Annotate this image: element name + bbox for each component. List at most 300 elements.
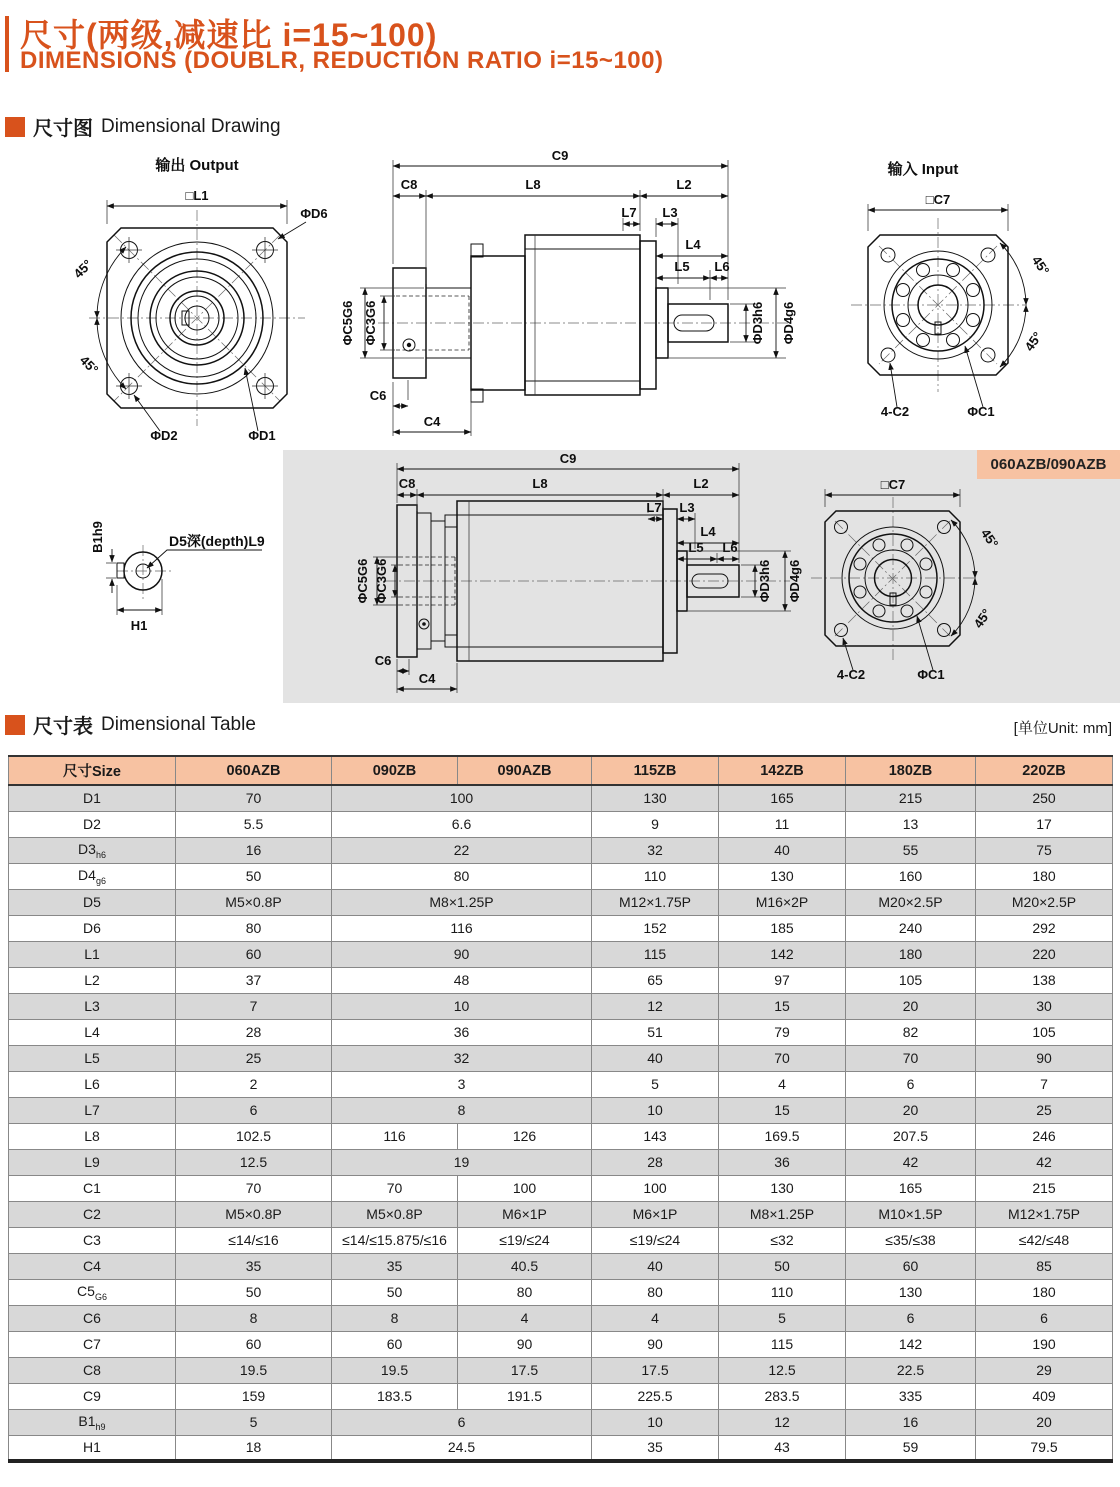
table-cell: 335 bbox=[846, 1383, 976, 1409]
dim-label-c4: C4 bbox=[418, 671, 436, 686]
table-cell: 35 bbox=[592, 1435, 719, 1461]
table-cell: 7 bbox=[176, 993, 332, 1019]
dim-label-d2: ΦD2 bbox=[150, 428, 178, 443]
table-row bbox=[9, 1435, 1113, 1461]
section-title-en: Dimensional Drawing bbox=[101, 115, 281, 137]
table-cell: 142 bbox=[719, 941, 846, 967]
table-cell: 24.5 bbox=[332, 1435, 592, 1461]
dim-label-l1: □L1 bbox=[185, 188, 209, 203]
table-cell: 16 bbox=[176, 837, 332, 863]
table-cell: 126 bbox=[458, 1123, 592, 1149]
table-cell: 51 bbox=[592, 1019, 719, 1045]
table-cell: 4 bbox=[592, 1305, 719, 1331]
table-cell: 17.5 bbox=[592, 1357, 719, 1383]
row-label: $D3_{h6}$ bbox=[9, 837, 176, 863]
table-cell: 42 bbox=[976, 1149, 1113, 1175]
table-cell: M5×0.8P bbox=[332, 1201, 458, 1227]
table-cell: M12×1.75P bbox=[592, 889, 719, 915]
dim-label-l3: L3 bbox=[679, 500, 695, 515]
table-cell: 292 bbox=[976, 915, 1113, 941]
table-cell: 90 bbox=[458, 1331, 592, 1357]
flange-centerlines bbox=[851, 218, 1025, 392]
table-row bbox=[9, 1149, 1113, 1175]
col-header-model: 090AZB bbox=[458, 756, 592, 785]
dim-c1 bbox=[917, 616, 945, 682]
dim-c7 bbox=[825, 477, 960, 507]
table-cell: M16×2P bbox=[719, 889, 846, 915]
dim-table-header-row bbox=[9, 756, 1113, 785]
dim-label-d5-depth: D5深(depth)L9 bbox=[169, 533, 265, 549]
row-label: C2 bbox=[9, 1201, 176, 1227]
table-cell: 32 bbox=[332, 1045, 592, 1071]
table-cell: 8 bbox=[332, 1305, 458, 1331]
table-cell: 40 bbox=[592, 1045, 719, 1071]
table-cell: 70 bbox=[176, 785, 332, 811]
row-label: L1 bbox=[9, 941, 176, 967]
dim-label-l7: L7 bbox=[621, 205, 637, 220]
table-cell: 100 bbox=[592, 1175, 719, 1201]
dim-h1 bbox=[117, 579, 162, 633]
table-cell: 40.5 bbox=[458, 1253, 592, 1279]
table-cell: 160 bbox=[846, 863, 976, 889]
dim-c8-l8-l2 bbox=[397, 476, 739, 495]
section-title-zh: 尺寸表 bbox=[33, 716, 93, 738]
table-cell: 100 bbox=[458, 1175, 592, 1201]
table-cell: 246 bbox=[976, 1123, 1113, 1149]
table-cell: 142 bbox=[846, 1331, 976, 1357]
table-cell: 15 bbox=[719, 1097, 846, 1123]
dim-4c2 bbox=[881, 363, 909, 419]
row-label: L6 bbox=[9, 1071, 176, 1097]
table-cell: 225.5 bbox=[592, 1383, 719, 1409]
table-cell: 40 bbox=[719, 837, 846, 863]
flange-centerlines bbox=[811, 497, 975, 660]
table-cell: 19.5 bbox=[176, 1357, 332, 1383]
dim-label-4c2: 4-C2 bbox=[880, 404, 910, 419]
table-cell: 143 bbox=[592, 1123, 719, 1149]
table-cell: 130 bbox=[719, 863, 846, 889]
table-cell: 152 bbox=[592, 915, 719, 941]
table-cell: 97 bbox=[719, 967, 846, 993]
dim-label-45-top: 45° bbox=[70, 256, 96, 282]
row-label: L2 bbox=[9, 967, 176, 993]
table-row bbox=[9, 1279, 1113, 1305]
table-cell: 65 bbox=[592, 967, 719, 993]
table-row bbox=[9, 1201, 1113, 1227]
table-cell: 70 bbox=[846, 1045, 976, 1071]
dim-label-l5: L5 bbox=[674, 259, 690, 274]
table-cell: M5×0.8P bbox=[176, 1201, 332, 1227]
dim-label-c6: C6 bbox=[369, 388, 387, 403]
dim-label-45-bottom: 45° bbox=[76, 352, 102, 378]
table-row bbox=[9, 785, 1113, 811]
table-row bbox=[9, 967, 1113, 993]
dim-label-45-top: 45° bbox=[977, 526, 1002, 551]
input-flange-view-alt bbox=[803, 477, 1113, 692]
col-header-model: 220ZB bbox=[976, 756, 1113, 785]
side-section-view-alt bbox=[355, 453, 815, 701]
dim-label-c7: □C7 bbox=[880, 477, 906, 492]
col-header-model: 090ZB bbox=[332, 756, 458, 785]
dim-l4-l5-l6 bbox=[656, 237, 730, 278]
input-flange-view bbox=[833, 150, 1120, 435]
table-cell: 7 bbox=[976, 1071, 1113, 1097]
section-bullet-icon bbox=[5, 117, 25, 137]
dim-d3h6-d4g6 bbox=[688, 551, 802, 611]
table-cell: 5 bbox=[176, 1409, 332, 1435]
dim-label-l6: L6 bbox=[714, 259, 730, 274]
table-cell: 55 bbox=[846, 837, 976, 863]
dimensional-table-container bbox=[8, 755, 1113, 1463]
table-row bbox=[9, 993, 1113, 1019]
table-row bbox=[9, 1097, 1113, 1123]
table-cell: M6×1P bbox=[592, 1201, 719, 1227]
output-flange-view bbox=[62, 148, 342, 443]
table-cell: 13 bbox=[846, 811, 976, 837]
table-cell: 100 bbox=[332, 785, 592, 811]
table-cell: 185 bbox=[719, 915, 846, 941]
table-row bbox=[9, 863, 1113, 889]
table-cell: 207.5 bbox=[846, 1123, 976, 1149]
table-cell: 409 bbox=[976, 1383, 1113, 1409]
dim-label-d3h6: ΦD3h6 bbox=[757, 559, 772, 603]
table-cell: M12×1.75P bbox=[976, 1201, 1113, 1227]
shaft-key-detail bbox=[62, 495, 302, 665]
table-row bbox=[9, 1409, 1113, 1435]
table-row bbox=[9, 915, 1113, 941]
dim-label-4c2: 4-C2 bbox=[836, 667, 866, 682]
table-cell: 17 bbox=[976, 811, 1113, 837]
table-cell: 12 bbox=[719, 1409, 846, 1435]
table-row bbox=[9, 1357, 1113, 1383]
table-cell: 79.5 bbox=[976, 1435, 1113, 1461]
page-title: 尺寸(两级,减速比 i=15~100) bbox=[20, 17, 438, 53]
row-label: L4 bbox=[9, 1019, 176, 1045]
table-cell: 50 bbox=[332, 1279, 458, 1305]
table-cell: 116 bbox=[332, 1123, 458, 1149]
row-label: D5 bbox=[9, 889, 176, 915]
table-cell: 105 bbox=[846, 967, 976, 993]
table-cell: 8 bbox=[176, 1305, 332, 1331]
table-cell: 159 bbox=[176, 1383, 332, 1409]
row-label: C3 bbox=[9, 1227, 176, 1253]
table-cell: 70 bbox=[176, 1175, 332, 1201]
table-cell: 12 bbox=[592, 993, 719, 1019]
table-cell: 110 bbox=[719, 1279, 846, 1305]
section-title-zh: 尺寸图 bbox=[33, 118, 93, 140]
table-cell: 6 bbox=[846, 1305, 976, 1331]
dim-c9 bbox=[397, 451, 739, 469]
table-cell: 35 bbox=[176, 1253, 332, 1279]
table-cell: M5×0.8P bbox=[176, 889, 332, 915]
table-cell: 10 bbox=[592, 1097, 719, 1123]
table-cell: 10 bbox=[592, 1409, 719, 1435]
table-cell: 2 bbox=[176, 1071, 332, 1097]
table-cell: 17.5 bbox=[458, 1357, 592, 1383]
dim-label-c5g6: ΦC5G6 bbox=[340, 300, 355, 346]
table-row bbox=[9, 1383, 1113, 1409]
table-cell: 3 bbox=[332, 1071, 592, 1097]
table-cell: 138 bbox=[976, 967, 1113, 993]
row-label: H1 bbox=[9, 1435, 176, 1461]
col-header-model: 180ZB bbox=[846, 756, 976, 785]
table-row bbox=[9, 1253, 1113, 1279]
drawing-section-header bbox=[5, 112, 281, 141]
table-cell: 75 bbox=[976, 837, 1113, 863]
dim-label-h1: H1 bbox=[130, 618, 148, 633]
table-cell: 35 bbox=[332, 1253, 458, 1279]
table-cell: 30 bbox=[976, 993, 1113, 1019]
table-cell: 130 bbox=[719, 1175, 846, 1201]
section-bullet-icon bbox=[5, 715, 25, 735]
table-cell: 180 bbox=[846, 941, 976, 967]
table-cell: ≤14/≤16 bbox=[176, 1227, 332, 1253]
dim-c6-c4 bbox=[370, 380, 471, 436]
table-cell: 105 bbox=[976, 1019, 1113, 1045]
table-row bbox=[9, 1019, 1113, 1045]
table-cell: 80 bbox=[332, 863, 592, 889]
table-cell: 60 bbox=[846, 1253, 976, 1279]
table-cell: 190 bbox=[976, 1331, 1113, 1357]
table-row bbox=[9, 1123, 1113, 1149]
table-cell: 28 bbox=[176, 1019, 332, 1045]
row-label: $C5_{G6}$ bbox=[9, 1279, 176, 1305]
table-cell: 183.5 bbox=[332, 1383, 458, 1409]
row-label: C6 bbox=[9, 1305, 176, 1331]
row-label: L5 bbox=[9, 1045, 176, 1071]
table-row bbox=[9, 1305, 1113, 1331]
dim-label-l3: L3 bbox=[662, 205, 678, 220]
table-cell: 79 bbox=[719, 1019, 846, 1045]
table-row bbox=[9, 1331, 1113, 1357]
table-cell: 165 bbox=[846, 1175, 976, 1201]
table-cell: 240 bbox=[846, 915, 976, 941]
output-view-title: 输出 Output bbox=[155, 157, 239, 174]
table-row bbox=[9, 837, 1113, 863]
table-cell: 59 bbox=[846, 1435, 976, 1461]
dim-label-l8: L8 bbox=[532, 476, 548, 491]
table-cell: 82 bbox=[846, 1019, 976, 1045]
table-cell: 130 bbox=[846, 1279, 976, 1305]
table-cell: 80 bbox=[458, 1279, 592, 1305]
unit-note: [单位Unit: mm] bbox=[1013, 720, 1112, 737]
row-label: L9 bbox=[9, 1149, 176, 1175]
col-header-model: 115ZB bbox=[592, 756, 719, 785]
row-label: L7 bbox=[9, 1097, 176, 1123]
table-cell: 50 bbox=[176, 1279, 332, 1305]
table-cell: M10×1.5P bbox=[846, 1201, 976, 1227]
dim-label-l7: L7 bbox=[646, 500, 662, 515]
row-label: C7 bbox=[9, 1331, 176, 1357]
table-cell: 6 bbox=[332, 1409, 592, 1435]
table-cell: 90 bbox=[976, 1045, 1113, 1071]
dim-label-c3g6: ΦC3G6 bbox=[374, 558, 389, 604]
table-cell: 70 bbox=[332, 1175, 458, 1201]
table-cell: ≤42/≤48 bbox=[976, 1227, 1113, 1253]
dim-label-c9: C9 bbox=[559, 451, 577, 466]
dim-label-d6: ΦD6 bbox=[300, 206, 328, 221]
table-cell: 15 bbox=[719, 993, 846, 1019]
table-cell: 28 bbox=[592, 1149, 719, 1175]
section-title-en: Dimensional Table bbox=[101, 713, 256, 735]
dim-label-c8: C8 bbox=[400, 177, 418, 192]
table-cell: 60 bbox=[176, 1331, 332, 1357]
dim-table bbox=[8, 755, 1113, 1463]
col-header-model: 060AZB bbox=[176, 756, 332, 785]
table-cell: 50 bbox=[176, 863, 332, 889]
row-label: D6 bbox=[9, 915, 176, 941]
dim-label-d3h6: ΦD3h6 bbox=[750, 301, 765, 345]
table-row bbox=[9, 811, 1113, 837]
dim-b1h9 bbox=[90, 521, 116, 593]
dim-d6 bbox=[278, 206, 328, 239]
dim-label-d1: ΦD1 bbox=[248, 428, 276, 443]
table-cell: 36 bbox=[332, 1019, 592, 1045]
table-cell: 18 bbox=[176, 1435, 332, 1461]
row-label: C8 bbox=[9, 1357, 176, 1383]
table-cell: 165 bbox=[719, 785, 846, 811]
dim-label-d4g6: ΦD4g6 bbox=[781, 301, 796, 345]
table-cell: 8 bbox=[332, 1097, 592, 1123]
table-cell: ≤14/≤15.875/≤16 bbox=[332, 1227, 458, 1253]
dim-label-l2: L2 bbox=[693, 476, 709, 491]
table-cell: 169.5 bbox=[719, 1123, 846, 1149]
table-cell: 25 bbox=[176, 1045, 332, 1071]
table-cell: ≤19/≤24 bbox=[592, 1227, 719, 1253]
dim-label-l4: L4 bbox=[700, 524, 716, 539]
dim-label-l8: L8 bbox=[525, 177, 541, 192]
dim-label-c4: C4 bbox=[423, 414, 441, 429]
table-cell: 43 bbox=[719, 1435, 846, 1461]
table-cell: 32 bbox=[592, 837, 719, 863]
table-cell: 250 bbox=[976, 785, 1113, 811]
dim-label-l5: L5 bbox=[688, 540, 704, 555]
table-cell: 42 bbox=[846, 1149, 976, 1175]
table-row bbox=[9, 1045, 1113, 1071]
dim-label-c9: C9 bbox=[551, 148, 569, 163]
col-header-model: 142ZB bbox=[719, 756, 846, 785]
table-cell: 85 bbox=[976, 1253, 1113, 1279]
page-subtitle: DIMENSIONS (DOUBLR, REDUCTION RATIO i=15~100) bbox=[20, 47, 664, 74]
table-cell: 180 bbox=[976, 1279, 1113, 1305]
table-cell: 37 bbox=[176, 967, 332, 993]
table-cell: M8×1.25P bbox=[332, 889, 592, 915]
dim-label-l6: L6 bbox=[722, 540, 738, 555]
table-cell: 40 bbox=[592, 1253, 719, 1279]
table-cell: M20×2.5P bbox=[846, 889, 976, 915]
dim-c8-l8-l2 bbox=[393, 177, 728, 196]
table-cell: 220 bbox=[976, 941, 1113, 967]
table-cell: 6 bbox=[976, 1305, 1113, 1331]
table-cell: 22 bbox=[332, 837, 592, 863]
dim-label-d4g6: ΦD4g6 bbox=[787, 559, 802, 603]
dim-label-c7: □C7 bbox=[925, 192, 951, 207]
table-cell: 80 bbox=[176, 915, 332, 941]
table-cell: 116 bbox=[332, 915, 592, 941]
table-cell: 19.5 bbox=[332, 1357, 458, 1383]
table-cell: 5 bbox=[719, 1305, 846, 1331]
dim-label-c1: ΦC1 bbox=[967, 404, 995, 419]
dim-l7-l3 bbox=[621, 205, 678, 224]
table-cell: 11 bbox=[719, 811, 846, 837]
row-label: L3 bbox=[9, 993, 176, 1019]
table-cell: 12.5 bbox=[176, 1149, 332, 1175]
table-cell: 36 bbox=[719, 1149, 846, 1175]
table-cell: 5 bbox=[592, 1071, 719, 1097]
dim-label-l4: L4 bbox=[685, 237, 701, 252]
table-cell: 283.5 bbox=[719, 1383, 846, 1409]
table-cell: 6 bbox=[176, 1097, 332, 1123]
dim-4c2 bbox=[837, 638, 865, 682]
table-row bbox=[9, 1227, 1113, 1253]
table-cell: 215 bbox=[976, 1175, 1113, 1201]
table-cell: 20 bbox=[976, 1409, 1113, 1435]
table-cell: M8×1.25P bbox=[719, 1201, 846, 1227]
dim-label-45-bottom: 45° bbox=[970, 606, 995, 631]
dim-d5-depth bbox=[147, 533, 265, 568]
table-cell: 6 bbox=[846, 1071, 976, 1097]
table-cell: 4 bbox=[719, 1071, 846, 1097]
dim-label-c3g6: ΦC3G6 bbox=[363, 300, 378, 346]
table-cell: 70 bbox=[719, 1045, 846, 1071]
table-cell: 110 bbox=[592, 863, 719, 889]
dim-c6-c4 bbox=[375, 653, 457, 693]
table-cell: M6×1P bbox=[458, 1201, 592, 1227]
table-row bbox=[9, 889, 1113, 915]
table-cell: 5.5 bbox=[176, 811, 332, 837]
row-label: L8 bbox=[9, 1123, 176, 1149]
dim-label-c6: C6 bbox=[374, 653, 392, 668]
dim-label-c8: C8 bbox=[398, 476, 416, 491]
dim-table-body bbox=[9, 785, 1113, 1461]
table-cell: 20 bbox=[846, 1097, 976, 1123]
table-cell: 19 bbox=[332, 1149, 592, 1175]
input-view-title: 输入 Input bbox=[887, 161, 959, 178]
table-cell: M20×2.5P bbox=[976, 889, 1113, 915]
dim-label-c5g6: ΦC5G6 bbox=[355, 558, 370, 604]
table-cell: ≤32 bbox=[719, 1227, 846, 1253]
table-cell: ≤19/≤24 bbox=[458, 1227, 592, 1253]
table-cell: 10 bbox=[332, 993, 592, 1019]
table-cell: 90 bbox=[592, 1331, 719, 1357]
dim-label-45-top: 45° bbox=[1028, 253, 1053, 278]
table-cell: 16 bbox=[846, 1409, 976, 1435]
table-cell: 60 bbox=[332, 1331, 458, 1357]
row-label: C9 bbox=[9, 1383, 176, 1409]
table-cell: 80 bbox=[592, 1279, 719, 1305]
dim-c9 bbox=[393, 148, 728, 166]
table-cell: 115 bbox=[719, 1331, 846, 1357]
variant-drawing-panel bbox=[283, 450, 1120, 703]
table-cell: 20 bbox=[846, 993, 976, 1019]
table-cell: 12.5 bbox=[719, 1357, 846, 1383]
title-accent-bar bbox=[5, 16, 9, 72]
variant-badge: 060AZB/090AZB bbox=[977, 450, 1120, 479]
row-label: D1 bbox=[9, 785, 176, 811]
table-cell: 22.5 bbox=[846, 1357, 976, 1383]
table-cell: 48 bbox=[332, 967, 592, 993]
col-header-size: 尺寸Size bbox=[9, 756, 176, 785]
table-cell: 50 bbox=[719, 1253, 846, 1279]
table-cell: 130 bbox=[592, 785, 719, 811]
table-cell: ≤35/≤38 bbox=[846, 1227, 976, 1253]
table-row bbox=[9, 941, 1113, 967]
table-cell: 90 bbox=[332, 941, 592, 967]
dim-label-c1: ΦC1 bbox=[917, 667, 945, 682]
table-cell: 180 bbox=[976, 863, 1113, 889]
table-cell: 191.5 bbox=[458, 1383, 592, 1409]
row-label: C1 bbox=[9, 1175, 176, 1201]
